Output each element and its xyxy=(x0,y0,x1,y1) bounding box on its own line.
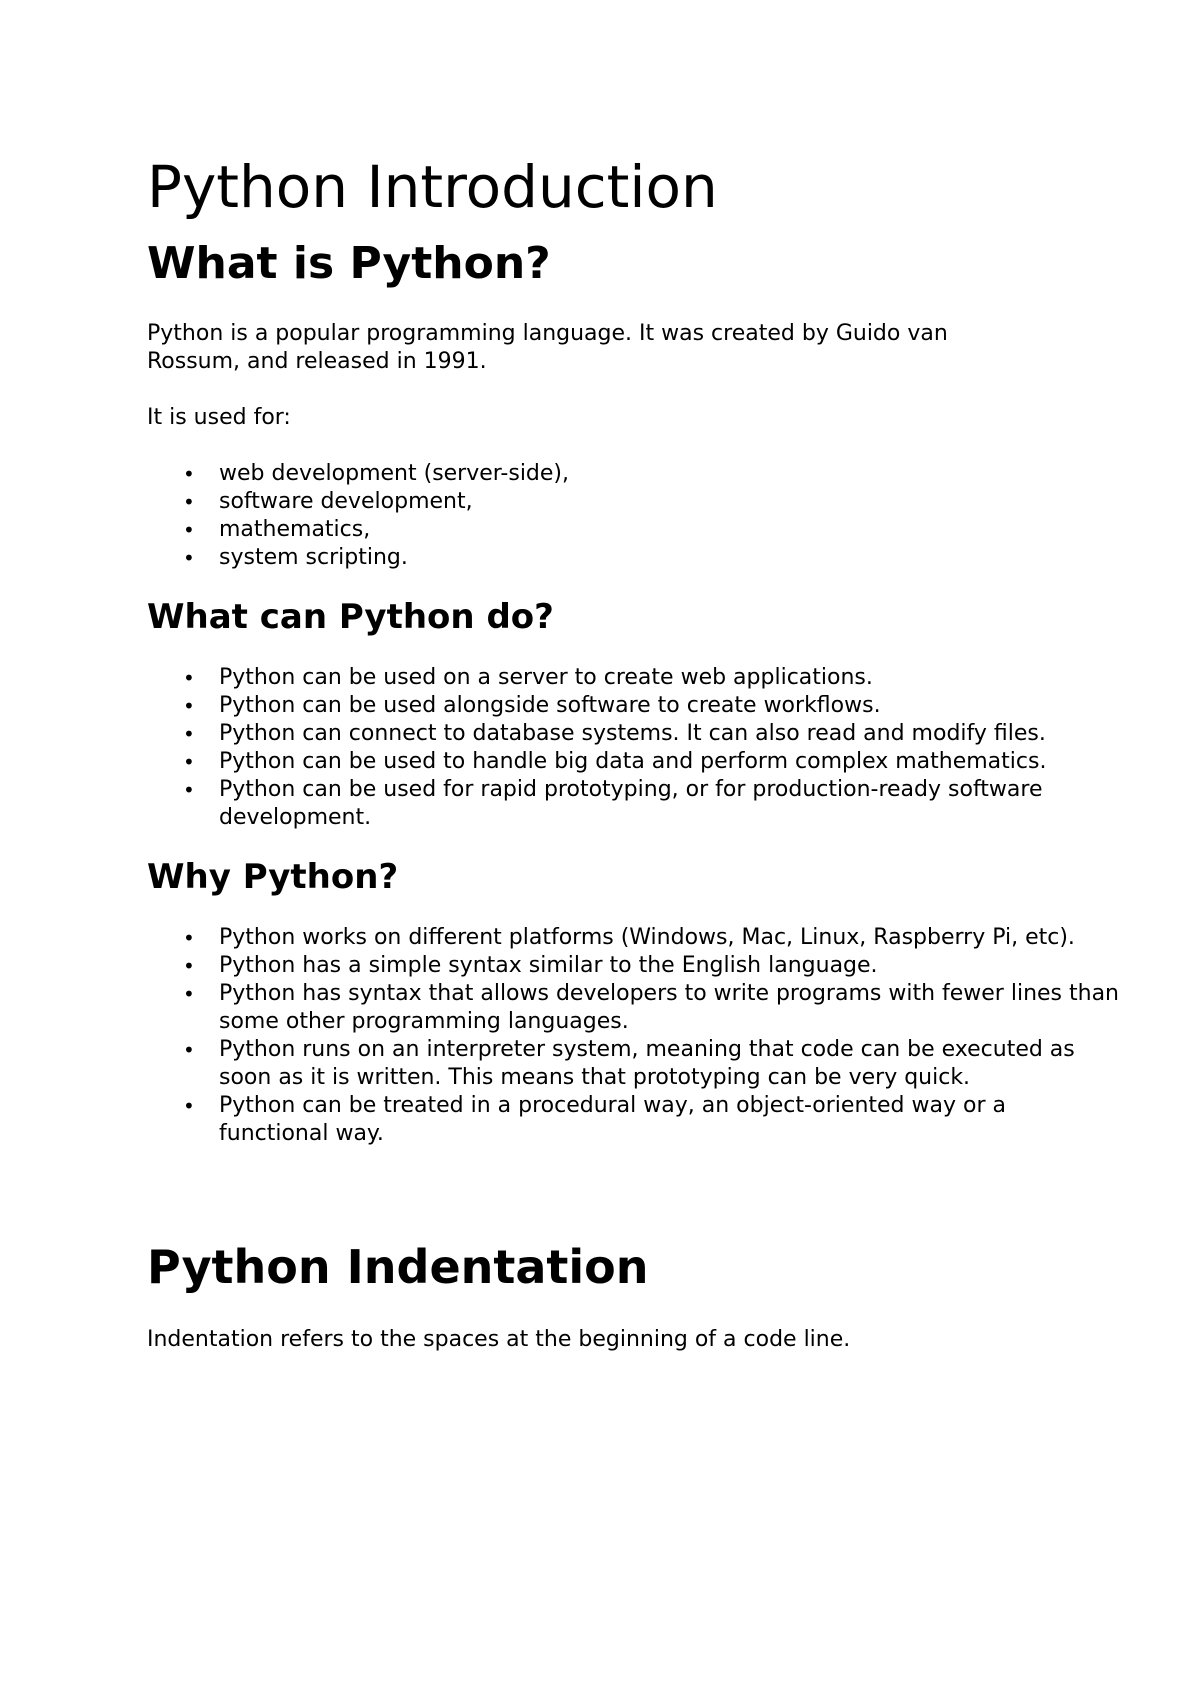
indentation-paragraph: Indentation refers to the spaces at the beginning of a code line. xyxy=(147,1327,851,1352)
used-for-label: It is used for: xyxy=(147,405,291,430)
intro-paragraph: Python is a popular programming language. It was created by Guido van Rossum, and released in 1991. xyxy=(147,321,948,374)
list-item: • Python has a simple syntax similar to the English language. xyxy=(219,952,1119,980)
list-item: • Python can connect to database systems. It can also read and modify files. xyxy=(219,720,1099,748)
list-item: • Python works on different platforms (Windows, Mac, Linux, Raspberry Pi, etc). xyxy=(219,924,1119,952)
document-page xyxy=(147,153,1120,1354)
page-title: Python Introduction xyxy=(147,153,718,221)
list-item: • Python can be used to handle big data and perform complex mathematics. xyxy=(219,748,1099,776)
why-python-list xyxy=(147,924,1119,1148)
section-heading-python-indentation: Python Indentation xyxy=(147,1240,649,1294)
list-item: • software development, xyxy=(219,488,1087,516)
section-heading-what-is-python: What is Python? xyxy=(147,238,551,289)
list-item: • Python can be used alongside software to create workflows. xyxy=(219,692,1099,720)
list-item: • Python can be used on a server to create web applications. xyxy=(219,664,1099,692)
list-item: • Python can be used for rapid prototyping, or for production-ready software development. xyxy=(219,776,1099,832)
list-item: • system scripting. xyxy=(219,544,1087,572)
used-for-list xyxy=(147,460,1087,572)
list-item: • Python can be treated in a procedural way, an object-oriented way or a functional way. xyxy=(219,1092,1119,1148)
list-item: • mathematics, xyxy=(219,516,1087,544)
section-heading-what-can-python-do: What can Python do? xyxy=(147,597,554,637)
list-item: • Python has syntax that allows developers to write programs with fewer lines than some other programming languages. xyxy=(219,980,1119,1036)
list-item: • Python runs on an interpreter system, meaning that code can be executed as soon as it is written. This means that prototyping can be very quick. xyxy=(219,1036,1119,1092)
list-item: • web development (server-side), xyxy=(219,460,1087,488)
can-do-list xyxy=(147,664,1099,832)
section-heading-why-python: Why Python? xyxy=(147,857,399,897)
